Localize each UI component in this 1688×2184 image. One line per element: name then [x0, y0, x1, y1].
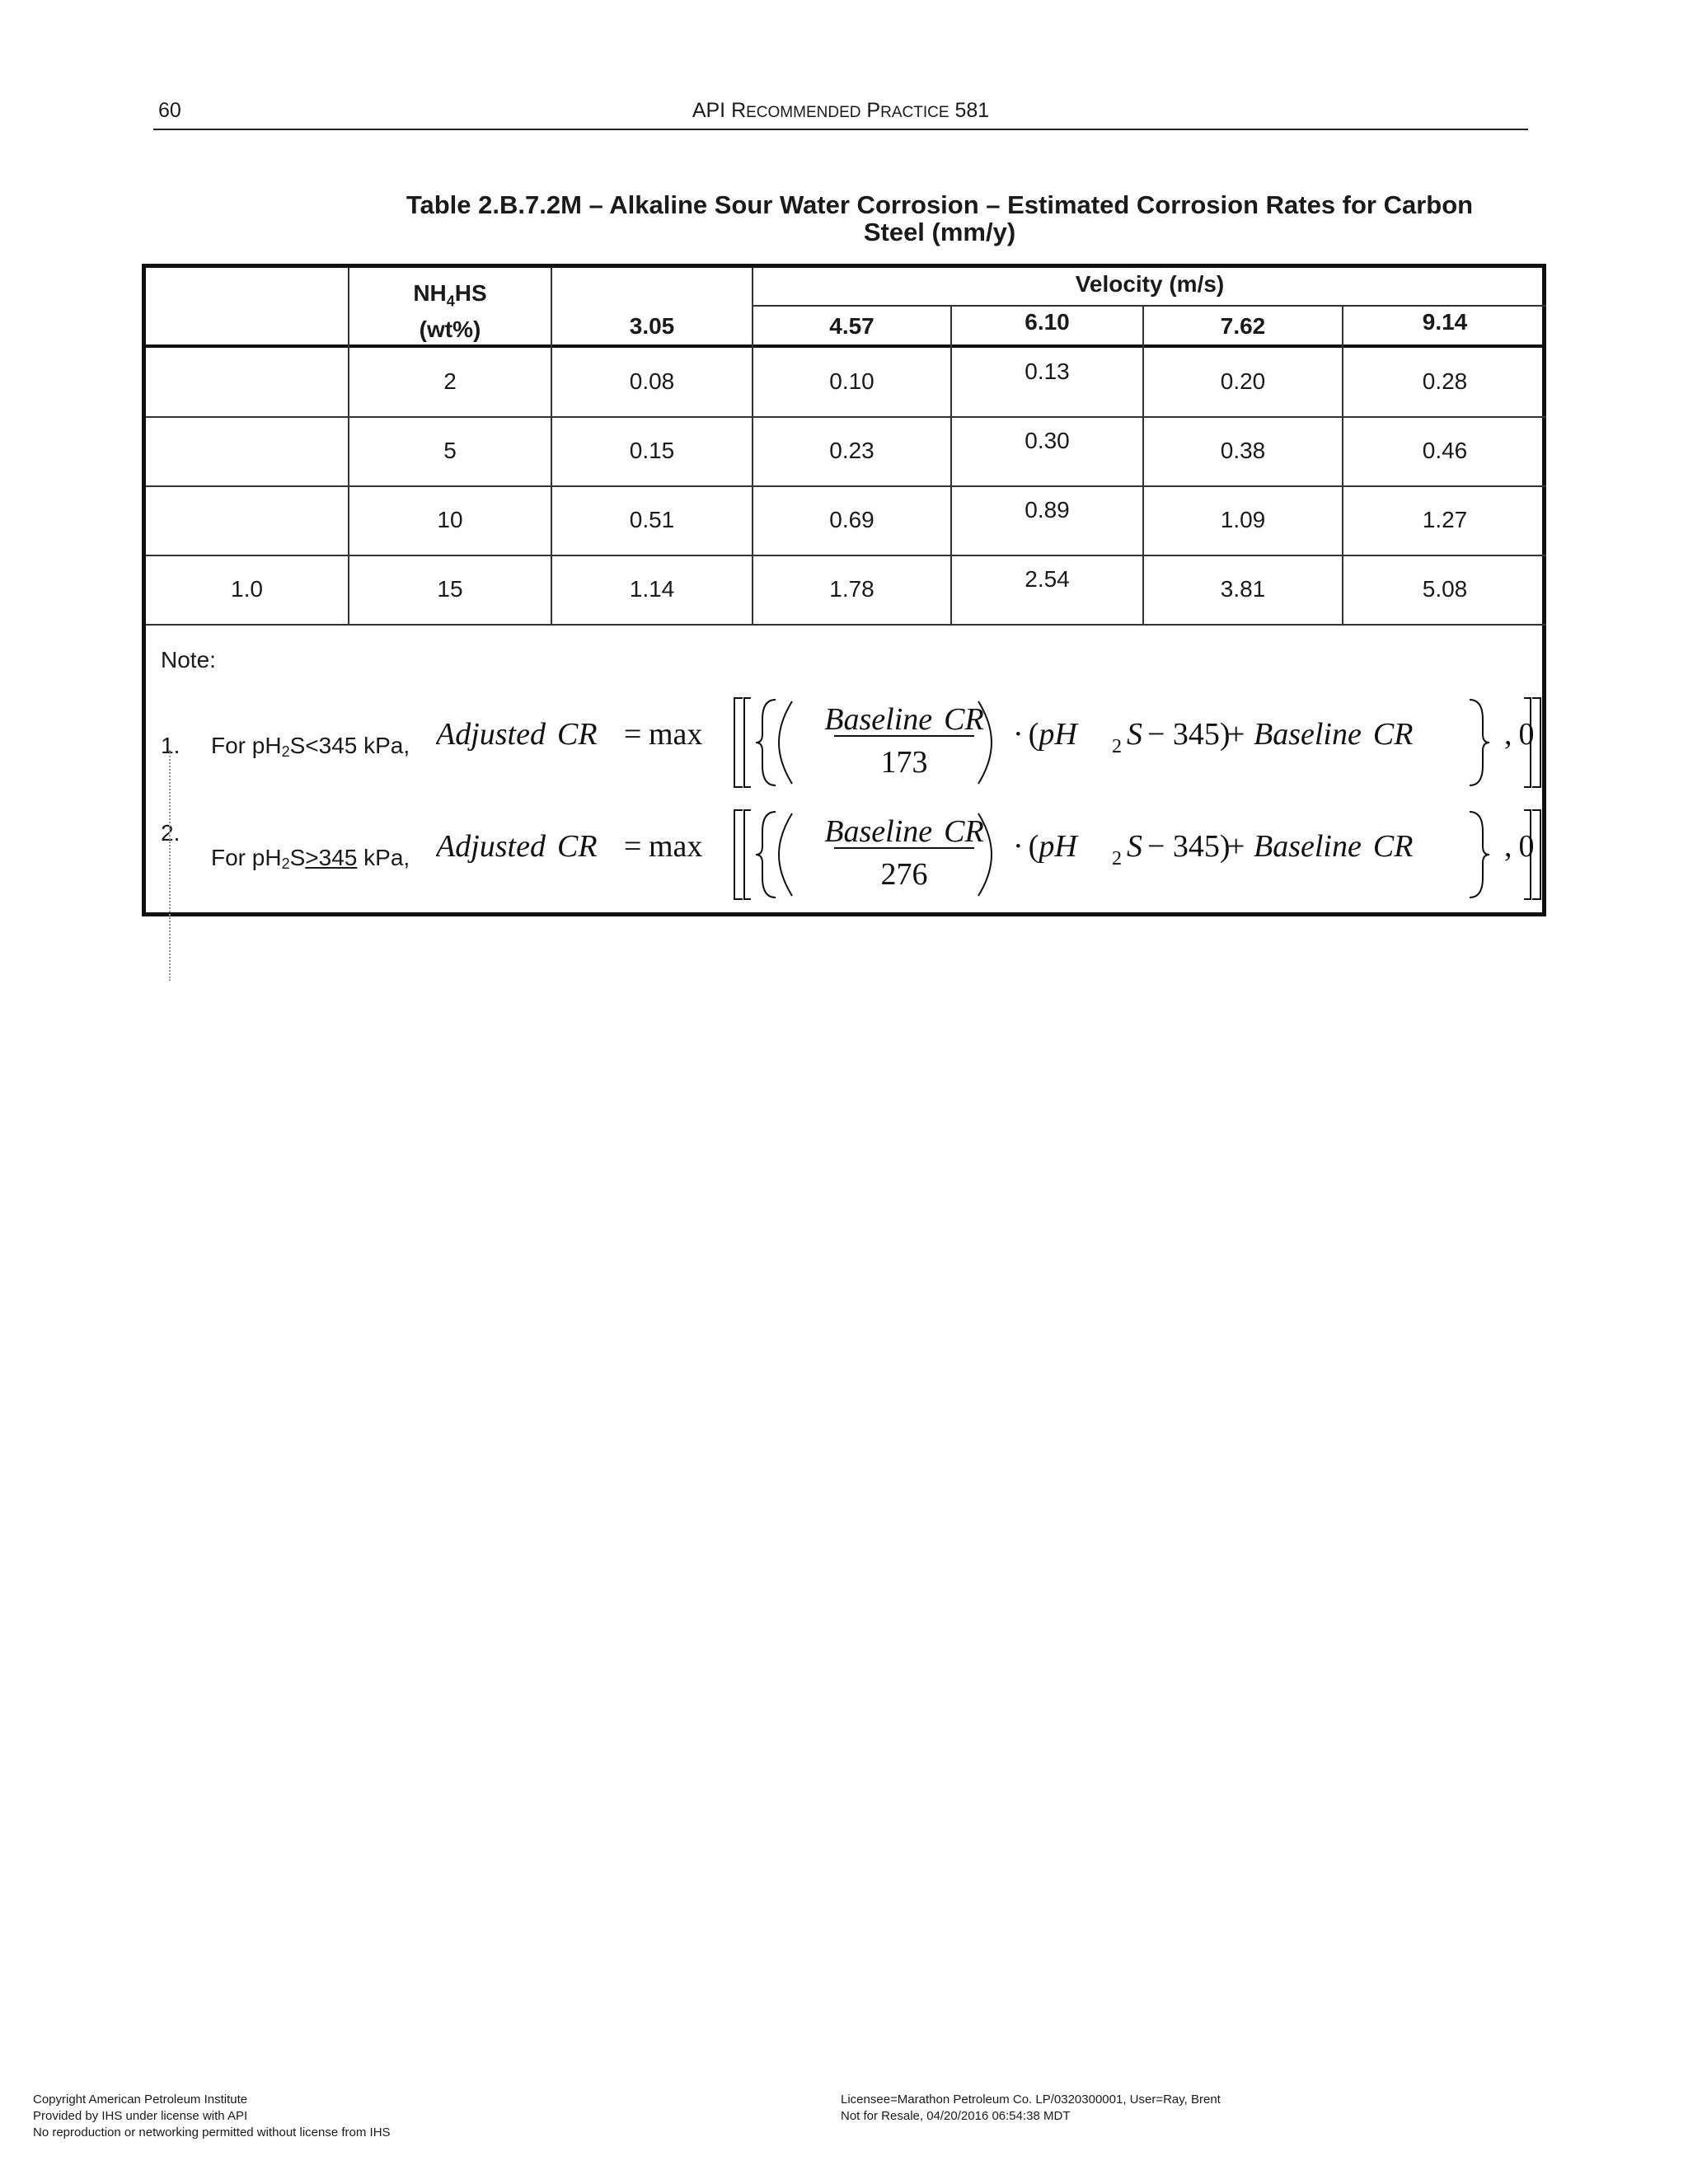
footer-licensee: Licensee=Marathon Petroleum Co. LP/0320300001, User=Ray, Brent	[841, 2093, 1221, 2107]
row-1-value-3: 0.13	[1025, 359, 1070, 384]
row-rule-3	[146, 555, 1546, 556]
page-header	[153, 97, 1528, 130]
row-4-value-3: 2.54	[1025, 566, 1070, 592]
row-rule-2	[146, 485, 1546, 487]
table-caption	[346, 191, 1533, 246]
note-2-formula	[436, 807, 1545, 912]
row-1-value-1: 0.08	[629, 368, 675, 394]
row-3-value-2: 0.69	[829, 507, 874, 532]
note-1-number: 1.	[161, 733, 181, 758]
svg-text:max: max	[649, 829, 703, 864]
row-rule-1	[146, 416, 1546, 418]
svg-text:2: 2	[1112, 848, 1122, 869]
notes-rule	[146, 624, 1546, 626]
footer-provider: Provided by IHS under license with API	[33, 2109, 248, 2123]
svg-text:BaselineCR: Baseline CR	[824, 814, 984, 849]
svg-text:2: 2	[1112, 736, 1122, 757]
svg-text:=: =	[624, 717, 642, 752]
row-4-value-5: 5.08	[1422, 576, 1468, 602]
note-label: Note:	[161, 647, 216, 673]
row-2-value-5: 0.46	[1422, 438, 1468, 463]
footer-left	[33, 2092, 391, 2141]
svg-text:S− 345): S − 345)	[1127, 717, 1231, 752]
row-3-nh4hs: 10	[437, 507, 463, 532]
svg-text:173: 173	[880, 745, 928, 780]
row-3-value-1: 0.51	[629, 507, 675, 532]
svg-text:BaselineCR: Baseline CR	[1254, 829, 1414, 864]
row-4-nh4hs: 15	[437, 576, 463, 602]
page-number: 60	[158, 99, 181, 122]
svg-text:AdjustedCR: Adjusted CR	[436, 829, 598, 864]
row-4-value-2: 1.78	[829, 576, 874, 602]
row-2-value-2: 0.23	[829, 438, 874, 463]
nh4hs-header: $NH_4HS$ (wt%)	[413, 280, 487, 342]
note-1-condition: For $pH_2S<345$ kPa,	[211, 733, 410, 760]
header-velocity-rule	[752, 305, 1546, 307]
footer-right	[841, 2092, 1221, 2125]
corrosion-rate-table	[142, 264, 1546, 916]
table-caption-line-1: Table 2.B.7.2M – Alkaline Sour Water Corrosion – Estimated Corrosion Rates for Carbon	[406, 190, 1474, 219]
row-1-value-4: 0.20	[1220, 368, 1266, 394]
margin-dot-marks	[169, 750, 174, 981]
svg-text:AdjustedCR: Adjusted CR	[436, 717, 598, 752]
row-4-value-1: 1.14	[629, 576, 675, 602]
row-2-value-1: 0.15	[629, 438, 675, 463]
row-4-first: 1.0	[231, 576, 263, 602]
row-2-nh4hs: 5	[443, 438, 457, 463]
svg-text:S− 345): S − 345)	[1127, 829, 1231, 864]
svg-text:max: max	[649, 717, 703, 752]
header-bottom-rule	[146, 344, 1546, 348]
svg-text:,0: , 0	[1504, 829, 1535, 864]
velocity-col-1: 3.05	[629, 313, 675, 339]
svg-text:·(pH: · (pH	[1013, 829, 1077, 864]
footer-reproduction-notice: No reproduction or networking permitted without license from IHS	[33, 2125, 391, 2139]
svg-text:BaselineCR: Baseline CR	[1254, 717, 1414, 752]
velocity-col-2: 4.57	[829, 313, 874, 339]
note-2-number: 2.	[161, 820, 181, 846]
row-2-value-4: 0.38	[1220, 438, 1266, 463]
svg-text:=: =	[624, 829, 642, 864]
row-3-value-5: 1.27	[1422, 507, 1468, 532]
row-1-nh4hs: 2	[443, 368, 457, 394]
svg-text:+: +	[1227, 717, 1245, 752]
row-3-value-4: 1.09	[1220, 507, 1266, 532]
footer-resale-notice: Not for Resale, 04/20/2016 06:54:38 MDT	[841, 2109, 1071, 2123]
row-3-value-3: 0.89	[1025, 497, 1070, 523]
table-caption-line-2: Steel (mm/y)	[863, 218, 1016, 246]
note-1-formula	[436, 695, 1545, 800]
row-1-value-5: 0.28	[1422, 368, 1468, 394]
footer-copyright: Copyright American Petroleum Institute	[33, 2093, 248, 2107]
velocity-col-5: 9.14	[1422, 309, 1468, 335]
running-title: API RECOMMENDED PRACTICE 581	[692, 99, 990, 122]
velocity-col-3: 6.10	[1025, 309, 1070, 335]
svg-text:BaselineCR: Baseline CR	[824, 702, 984, 737]
velocity-header: Velocity (m/s)	[1075, 271, 1225, 297]
svg-text:276: 276	[880, 857, 928, 892]
note-2-condition: For $pH_2S>345$ kPa,	[211, 845, 410, 872]
svg-text:·(pH: · (pH	[1013, 717, 1077, 752]
velocity-col-4: 7.62	[1220, 313, 1266, 339]
row-1-value-2: 0.10	[829, 368, 874, 394]
svg-text:,0: , 0	[1504, 717, 1535, 752]
row-2-value-3: 0.30	[1025, 428, 1070, 453]
row-4-value-4: 3.81	[1220, 576, 1266, 602]
svg-text:+: +	[1227, 829, 1245, 864]
